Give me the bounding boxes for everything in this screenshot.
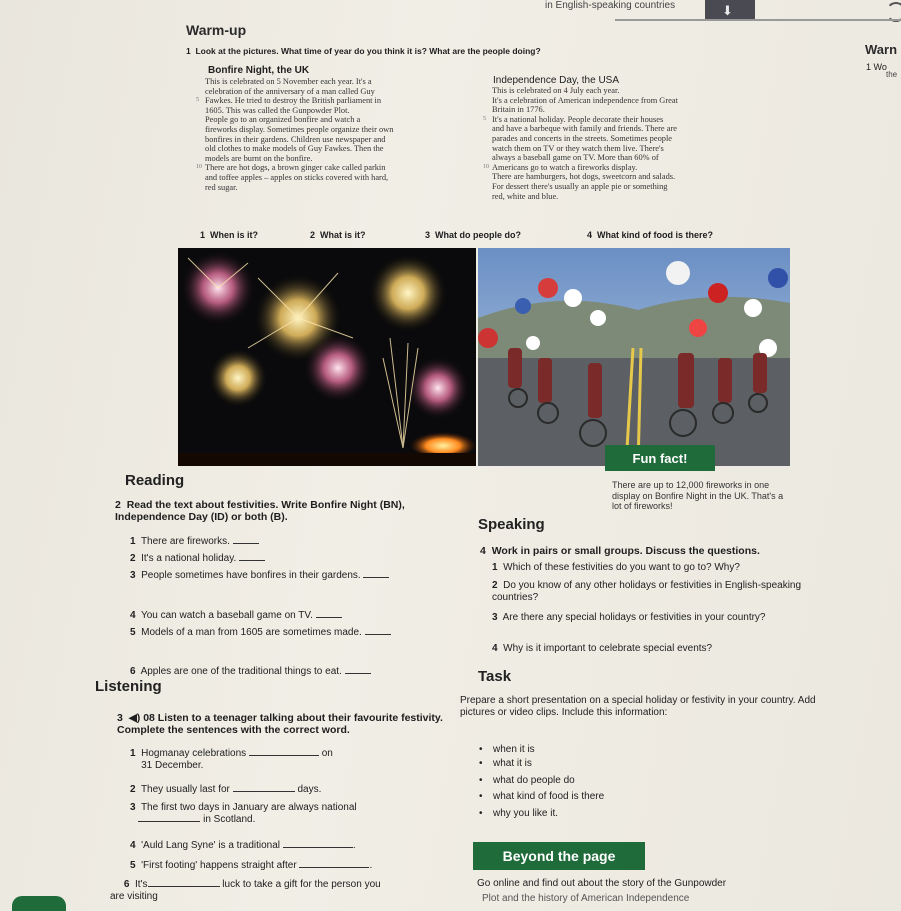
text-line <box>492 192 768 202</box>
speaking-item-2: 2 Do you know of any other holidays or festivities in English-speaking countries? <box>492 580 802 603</box>
text-line-content: parades and concerts in the streets. Sometimes people <box>492 133 673 143</box>
text-line <box>205 77 473 87</box>
text-line <box>205 154 473 164</box>
text-line <box>205 144 473 154</box>
listening-instruction: 3 ◀) 08 Listen to a teenager talking about their favourite festivity. Complete the sentences with the correct word. <box>117 712 443 736</box>
question-when: 1 When is it? <box>200 230 259 240</box>
answer-blank[interactable] <box>138 821 200 822</box>
text-line-content: This is celebrated on 5 November each year. It's a <box>205 77 372 86</box>
text-line <box>492 86 768 96</box>
listening-item-2: 2 They usually last for days. <box>130 784 322 795</box>
task-bullet-3: • what do people do <box>493 775 575 787</box>
answer-blank[interactable] <box>316 617 342 618</box>
listening-item-1: 1 Hogmanay celebrations on 31 December. <box>130 748 333 771</box>
independence-day-text <box>483 86 768 201</box>
listening-title: Listening <box>95 678 162 695</box>
answer-blank[interactable] <box>283 847 353 848</box>
line-number: 10 <box>196 164 202 171</box>
text-line-content: Britain in 1776. <box>492 105 545 115</box>
text-line-content: For dessert there's usually an apple pie or something <box>492 181 668 191</box>
text-line-content: red, white and blue. <box>492 191 559 201</box>
text-line <box>205 125 473 135</box>
listening-item-6: 6 It's luck to take a gift for the person you are visiting <box>110 879 381 902</box>
task-bullet-4: • what kind of food is there <box>493 791 604 803</box>
question-what: 2 What is it? <box>310 230 366 240</box>
text-line-content: and have a barbeque with family and friends. There are <box>492 124 677 134</box>
bonfire-night-title: Bonfire Night, the UK <box>208 65 310 76</box>
download-icon: ⬇ <box>722 3 733 18</box>
independence-day-title: Independence Day, the USA <box>493 75 620 86</box>
text-line <box>492 134 768 144</box>
text-line-content: models are burnt on the bonfire. <box>205 153 313 163</box>
next-page-title: Warn <box>865 42 898 57</box>
text-line-content: bonfires in their gardens. Children use newspaper and <box>205 134 386 144</box>
text-line <box>492 96 768 106</box>
text-line-content: People go to an organized bonfire and watch a <box>205 115 361 125</box>
text-line-content: There are hot dogs, a brown ginger cake called parkin <box>205 163 386 173</box>
listening-item-4: 4 'Auld Lang Syne' is a traditional . <box>130 840 356 851</box>
reading-item-6: 6 Apples are one of the traditional things to eat. <box>130 666 371 678</box>
answer-blank[interactable] <box>299 867 369 868</box>
question-food: 4 What kind of food is there? <box>587 230 714 240</box>
text-line <box>483 162 768 173</box>
speaking-title: Speaking <box>478 516 545 533</box>
text-line-content: old clothes to make models of Guy Fawkes. Then the <box>205 144 384 154</box>
text-line <box>196 96 473 106</box>
line-number: 5 <box>196 97 199 104</box>
reading-instruction: 2 Read the text about festivities. Write Bonfire Night (BN), Independence Day (ID) or both (B). <box>115 499 405 523</box>
answer-blank[interactable] <box>345 673 371 674</box>
text-line-content: 1605. This was called the Gunpowder Plot. <box>205 105 350 115</box>
text-line <box>205 135 473 145</box>
text-line-content: celebration of the anniversary of a man called Guy <box>205 86 375 96</box>
task-instruction: Prepare a short presentation on a special holiday or festivity in your country. Add pictures or video clips. Include this information: <box>460 695 816 718</box>
reading-title: Reading <box>125 472 185 489</box>
line-number: 10 <box>483 163 489 170</box>
answer-blank[interactable] <box>239 560 265 561</box>
text-line-content: It's a national holiday. People decorate their houses <box>492 114 664 124</box>
task-bullet-2: • what it is <box>493 758 532 770</box>
text-line <box>492 182 768 192</box>
text-line <box>492 153 768 163</box>
audio-icon[interactable]: ◀) <box>128 712 141 724</box>
listening-item-3: 3 The first two days in January are always national in Scotland. <box>130 802 357 825</box>
next-page-text: the <box>886 70 898 79</box>
text-line-content: watch them on TV or they watch them live. There's <box>492 143 664 153</box>
next-page-question: 1 Wo <box>866 62 887 72</box>
page-number-tab <box>12 896 66 911</box>
task-bullet-5: • why you like it. <box>493 808 558 820</box>
text-line <box>205 87 473 97</box>
warm-up-question: 1 Look at the pictures. What time of year do you think it is? What are the people doing? <box>186 46 541 56</box>
fun-fact-text: There are up to 12,000 fireworks in one display on Bonfire Night in the UK. That's a lot of fireworks! <box>612 480 784 511</box>
speaking-instruction: 4 Work in pairs or small groups. Discuss the questions. <box>480 545 760 557</box>
answer-blank[interactable] <box>148 886 220 887</box>
text-line-content: red sugar. <box>205 182 238 192</box>
text-line <box>483 114 768 125</box>
fun-fact-badge: Fun fact! <box>605 445 715 471</box>
page-header-text: in English-speaking countries <box>545 0 676 11</box>
text-line-content: always a baseball game on TV. More than 60% of <box>492 153 659 163</box>
parade-photo <box>478 248 790 466</box>
beyond-line-2: Plot and the history of American Independence <box>482 893 690 904</box>
text-line-content: Americans go to watch a fireworks display. <box>492 162 638 172</box>
text-line-content: This is celebrated on 4 July each year. <box>492 86 620 95</box>
text-line-content: There are hamburgers, hot dogs, sweetcorn and salads. <box>492 172 676 182</box>
speaking-item-4: 4 Why is it important to celebrate special events? <box>492 643 713 654</box>
text-line <box>492 172 768 182</box>
header-divider <box>615 19 901 21</box>
answer-blank[interactable] <box>363 577 389 578</box>
text-line <box>205 183 473 193</box>
text-line <box>492 105 768 115</box>
text-line-content: It's a celebration of American independence from Great <box>492 95 678 105</box>
festivities-photos <box>178 248 790 466</box>
reading-item-4: 4 You can watch a baseball game on TV. <box>130 610 342 622</box>
text-line <box>196 163 473 173</box>
beyond-the-page-badge: Beyond the page <box>473 842 645 870</box>
reading-item-1: 1 There are fireworks. <box>130 536 259 548</box>
line-number: 5 <box>483 115 486 122</box>
text-line-content: fireworks display. Sometimes people organize their own <box>205 124 394 134</box>
answer-blank[interactable] <box>249 755 319 756</box>
text-line-content: and toffee apples – apples on sticks covered with hard, <box>205 172 389 182</box>
beyond-line-1: Go online and find out about the story of the Gunpowder <box>477 878 727 889</box>
task-bullet-1: • when it is <box>493 744 535 756</box>
answer-blank[interactable] <box>365 634 391 635</box>
text-line <box>205 173 473 183</box>
speaking-item-3: 3 Are there any special holidays or festivities in your country? <box>492 612 766 623</box>
reading-item-2: 2 It's a national holiday. <box>130 553 265 565</box>
fireworks-photo <box>178 248 477 466</box>
warm-up-title: Warm-up <box>186 22 247 38</box>
text-line-content: Fawkes. He tried to destroy the British parliament in <box>205 96 382 106</box>
text-line <box>492 124 768 134</box>
answer-blank[interactable] <box>233 543 259 544</box>
bonfire-night-text <box>196 77 473 192</box>
reading-item-3: 3 People sometimes have bonfires in their gardens. <box>130 570 390 582</box>
answer-blank[interactable] <box>233 791 295 792</box>
text-line <box>492 144 768 154</box>
task-title: Task <box>478 668 512 685</box>
speaking-item-1: 1 Which of these festivities do you want to go to? Why? <box>492 562 740 573</box>
reading-item-5: 5 Models of a man from 1605 are sometimes made. <box>130 627 410 639</box>
text-line <box>205 106 473 116</box>
text-line <box>205 115 473 125</box>
listening-item-5: 5 'First footing' happens straight after . <box>130 860 373 871</box>
question-what-do: 3 What do people do? <box>425 230 522 240</box>
